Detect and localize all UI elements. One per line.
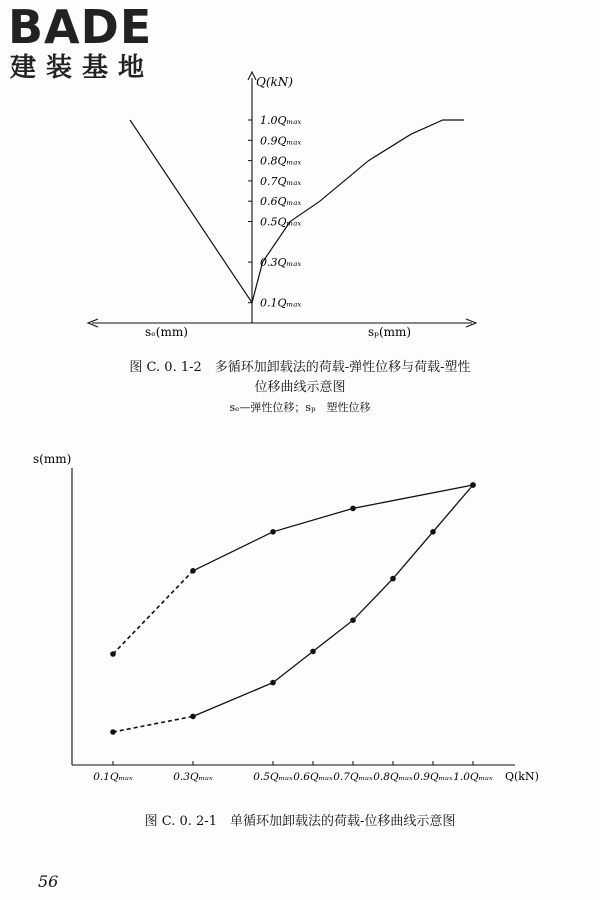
figure-c021-y-axis-label: s(mm) — [33, 452, 72, 466]
figure-c012-x-left-label: sₑ(mm) — [145, 325, 188, 339]
x-tick-label: 0.9Qₘₐₓ — [413, 771, 453, 783]
page-number: 56 — [38, 872, 59, 891]
lower-curve-point — [310, 649, 316, 655]
y-tick-label: 0.3Qₘₐₓ — [260, 256, 302, 270]
x-tick-label: 0.1Qₘₐₓ — [93, 771, 133, 783]
figure-c021-caption: 图 C. 0. 2-1 单循环加卸载法的荷载-位移曲线示意图 — [144, 814, 456, 829]
y-tick-label: 0.1Qₘₐₓ — [260, 296, 302, 310]
logo-subtitle: 建装基地 — [10, 53, 155, 83]
y-tick-label: 1.0Qₘₐₓ — [260, 114, 302, 127]
lower-curve-point — [430, 529, 436, 535]
lower-curve-point — [470, 482, 476, 488]
y-tick-label: 0.5Qₘₐₓ — [260, 215, 302, 229]
x-tick-label: 0.7Qₘₐₓ — [333, 771, 373, 783]
y-tick-label: 0.8Qₘₐₓ — [260, 154, 302, 168]
x-tick-label: 1.0Qₘₐₓ — [453, 771, 493, 783]
upper-curve-point — [350, 506, 356, 512]
lower-curve-dashed-segment — [113, 716, 193, 732]
figure-c012-caption-line1: 图 C. 0. 1-2 多循环加卸载法的荷载-弹性位移与荷载-塑性 — [129, 360, 471, 375]
upper-curve-point — [270, 529, 276, 535]
y-tick-label: 0.6Qₘₐₓ — [260, 195, 302, 209]
upper-curve-point — [110, 651, 116, 657]
lower-curve — [193, 485, 473, 716]
x-tick-label: 0.8Qₘₐₓ — [373, 771, 413, 783]
x-tick-label: 0.6Qₘₐₓ — [293, 771, 333, 783]
y-tick-label: 0.9Qₘₐₓ — [260, 134, 302, 148]
figure-c012-caption-line2: 位移曲线示意图 — [254, 380, 346, 395]
figure-c012-x-right-label: sₚ(mm) — [368, 325, 412, 339]
lower-curve-point — [190, 714, 196, 720]
y-tick-label: 0.7Qₘₐₓ — [260, 174, 302, 188]
figure-c012-caption-note: sₑ—弹性位移；sₚ 塑性位移 — [229, 401, 371, 414]
x-tick-label: 0.3Qₘₐₓ — [173, 771, 213, 783]
upper-curve-dashed-segment — [113, 571, 193, 654]
figure-c012-y-axis-label: Q(kN) — [256, 75, 293, 89]
upper-curve-point — [190, 568, 196, 574]
lower-curve-point — [350, 617, 356, 623]
lower-curve-point — [390, 576, 396, 582]
logo-wordmark: BADE — [8, 0, 153, 54]
figure-c021-x-axis-label: Q(kN) — [505, 770, 539, 783]
lower-curve-point — [110, 729, 116, 735]
upper-curve — [193, 485, 473, 571]
x-tick-label: 0.5Qₘₐₓ — [253, 771, 293, 783]
lower-curve-point — [270, 680, 276, 686]
